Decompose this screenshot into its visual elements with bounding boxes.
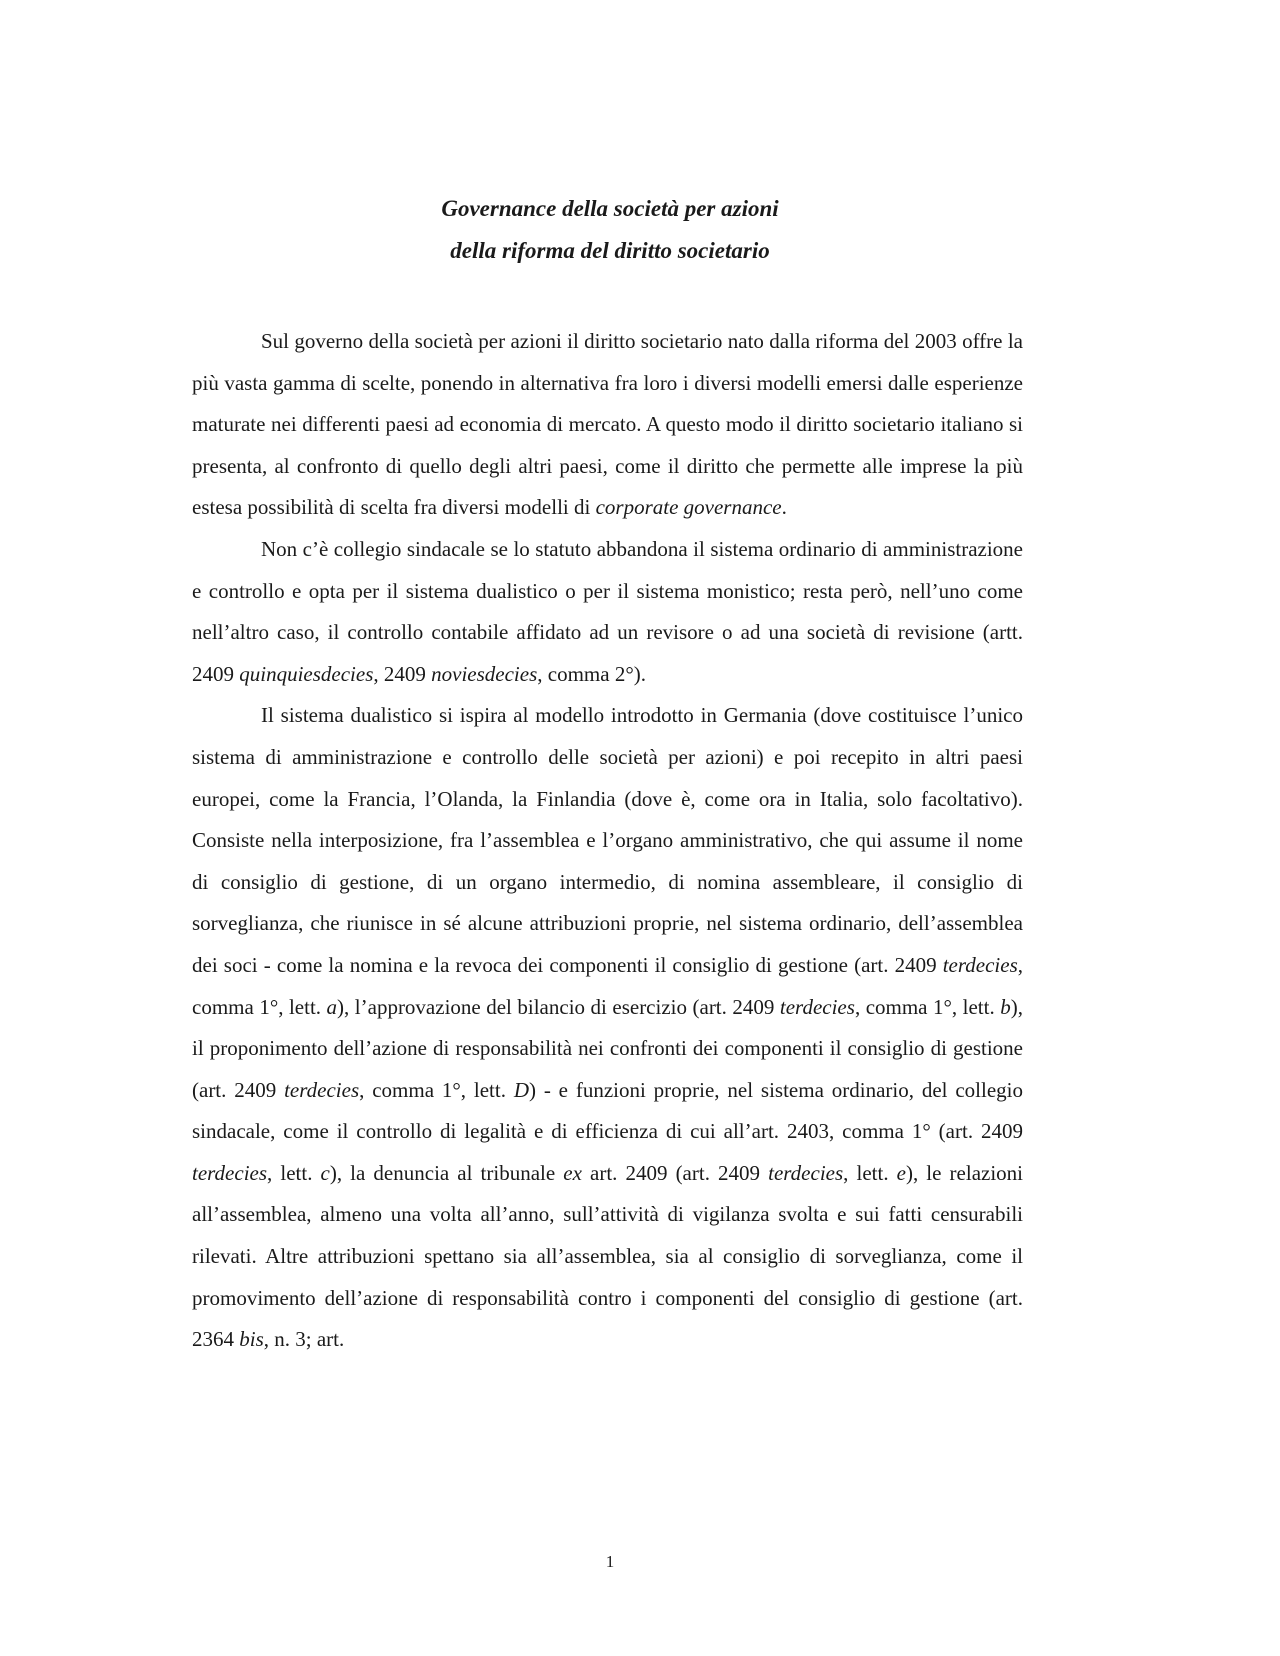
italic-term: noviesdecies: [431, 661, 538, 686]
italic-term: a: [326, 994, 338, 1019]
title-line-1: Governance della società per azioni: [441, 196, 779, 221]
text-run: ), l’approvazione del bilancio di esercizio (art. 2409: [337, 994, 780, 1019]
italic-term: terdecies: [192, 1160, 268, 1185]
italic-term: e: [896, 1160, 906, 1185]
paragraph-2: [192, 529, 1023, 695]
text-run: Il sistema dualistico si ispira al modello introdotto in Germania (dove costituisce l’unico sistema di amministrazione e controllo delle società per azioni) e poi recepito in altri paesi europei, come la Francia, l’Olanda, la Finlandia (dove è, come ora in Italia, solo facoltativo). Consiste nella interposizione, fra l’assemblea e l’organo amministrativo, che qui assume il nome di consiglio di gestione, di un organo intermedio, di nomina assembleare, il consiglio di sorveglianza, che riunisce in sé alcune attribuzioni proprie, nel sistema ordinario, dell’assemblea dei soci - come la nomina e la revoca dei componenti il consiglio di gestione (art. 2409: [192, 703, 1023, 977]
document-title: [0, 188, 1220, 272]
text-run: art. 2409 (art. 2409: [581, 1160, 769, 1185]
italic-term: terdecies: [779, 994, 855, 1019]
text-run: Non c’è collegio sindacale se lo statuto abbandona il sistema ordinario di amministrazione e controllo e opta per il sistema dualistico o per il sistema monistico; resta però, nell’uno come nell’altro caso, il controllo contabile affidato ad un revisore o ad una società di revisione (artt. 2409: [192, 536, 1023, 686]
text-run: , lett.: [267, 1160, 321, 1185]
italic-term: quinquiesdecies: [239, 661, 374, 686]
text-run: , comma 1°, lett.: [359, 1077, 514, 1102]
text-run: , 2409: [373, 661, 432, 686]
italic-term: corporate governance: [595, 495, 782, 520]
paragraph-1: [192, 321, 1023, 529]
text-run: ), le relazioni all’assemblea, almeno una volta all’anno, sull’attività di vigilanza svolta e sui fatti censurabili rilevati. Altre attribuzioni spettano sia all’assemblea, sia al consiglio di sorveglianza, come il promovimento dell’azione di responsabilità contro i componenti del consiglio di gestione (art. 2364: [192, 1160, 1024, 1352]
text-run: , lett.: [843, 1160, 897, 1185]
italic-term: ex: [563, 1160, 582, 1185]
paragraph-3: [192, 695, 1023, 1361]
italic-term: terdecies: [942, 952, 1018, 977]
text-run: ) - e funzioni proprie, nel sistema ordinario, del collegio sindacale, come il controllo di legalità e di efficienza di cui all’art. 2403, comma 1° (art. 2409: [192, 1077, 1023, 1144]
text-run: ), la denuncia al tribunale: [329, 1160, 564, 1185]
italic-term: b: [1000, 994, 1011, 1019]
italic-term: terdecies: [768, 1160, 844, 1185]
italic-term: c: [320, 1160, 330, 1185]
italic-term: D: [513, 1077, 529, 1102]
text-run: , comma 2°).: [537, 661, 646, 686]
italic-term: bis: [239, 1327, 264, 1352]
text-run: , comma 1°, lett.: [192, 952, 1023, 1019]
text-run: Sul governo della società per azioni il diritto societario nato dalla riforma del 2003 offre la più vasta gamma di scelte, ponendo in alternativa fra loro i diversi modelli emersi dalle esperienze maturate nei differenti paesi ad economia di mercato. A questo modo il diritto societario italiano si presenta, al confronto di quello degli altri paesi, come il diritto che permette alle imprese la più estesa possibilità di scelta fra diversi modelli di: [192, 329, 1023, 520]
italic-term: terdecies: [284, 1077, 360, 1102]
title-line-2: della riforma del diritto societario: [450, 238, 770, 263]
text-run: , n. 3; art.: [263, 1327, 345, 1352]
text-run: .: [781, 495, 787, 520]
text-run: , comma 1°, lett.: [854, 994, 1001, 1019]
text-run: ), il proponimento dell’azione di responsabilità nei confronti dei componenti il consiglio di gestione (art. 2409: [192, 994, 1023, 1102]
body-text: [192, 321, 1023, 1361]
page-number: 1: [605, 1552, 615, 1571]
